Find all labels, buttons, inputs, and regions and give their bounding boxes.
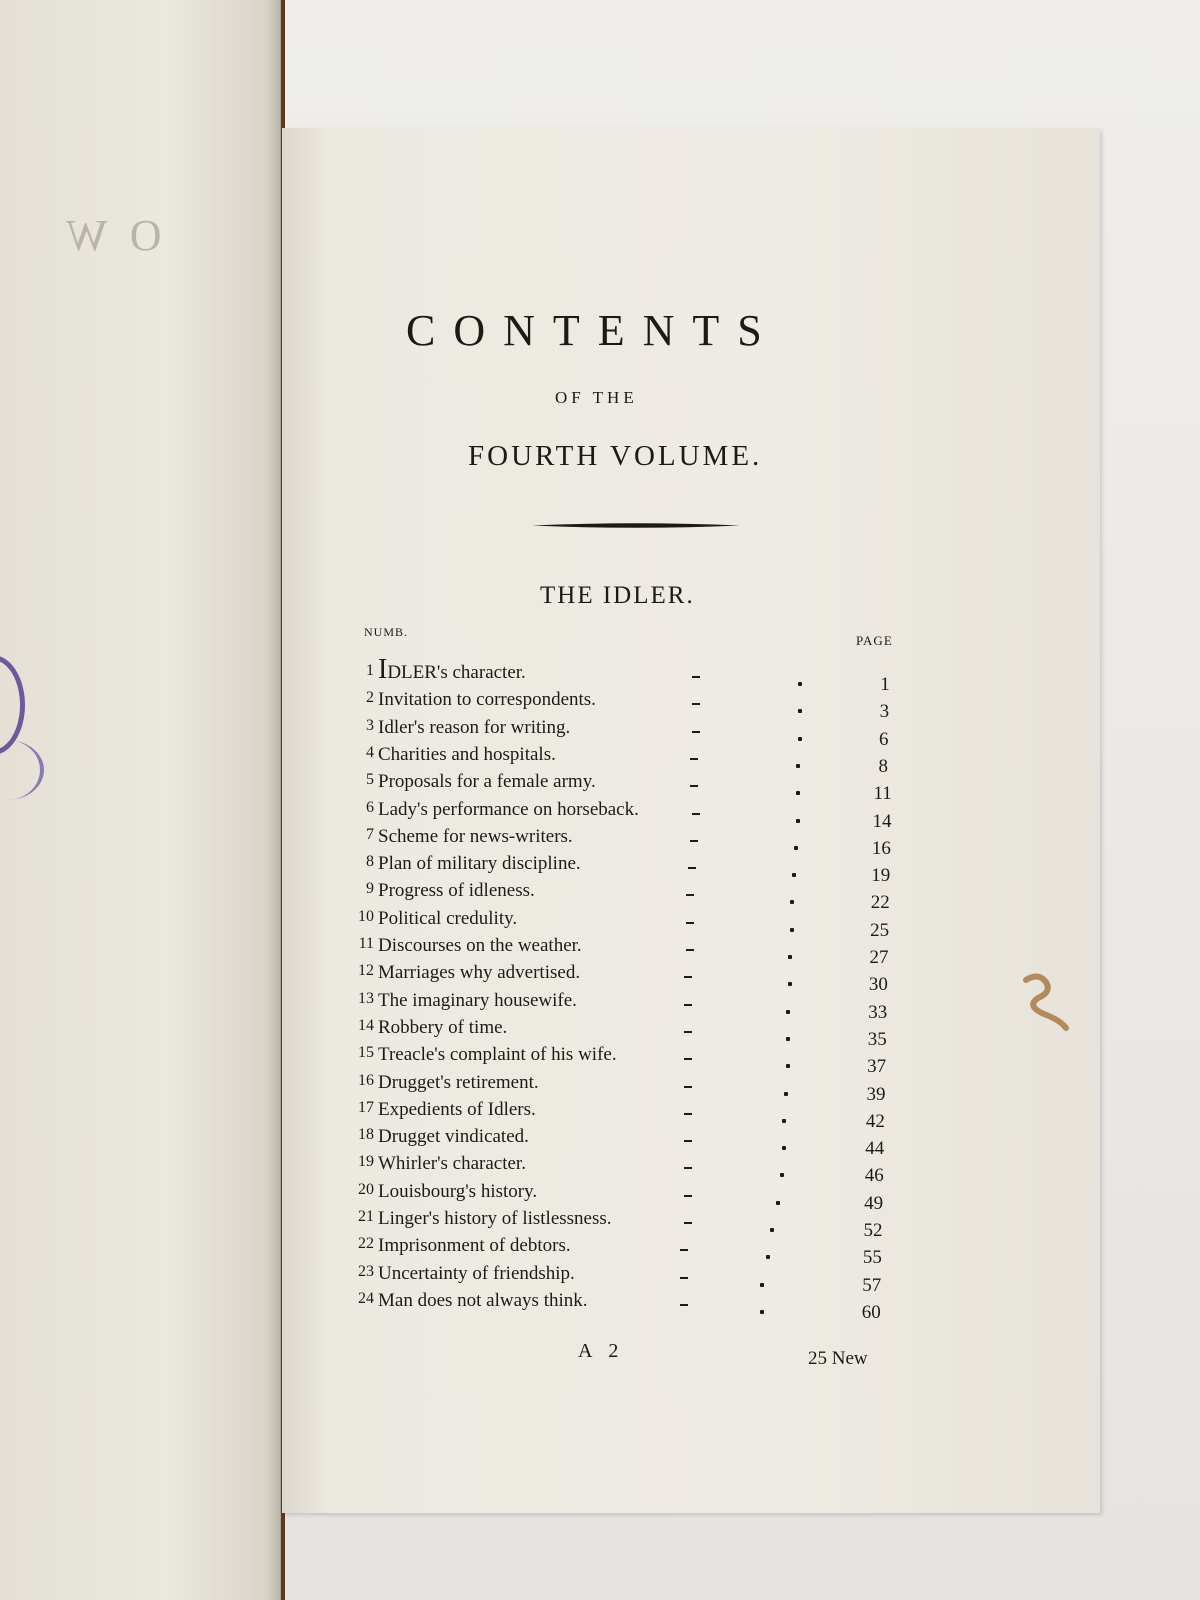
entry-title: Linger's history of listlessness. [378,1208,612,1229]
entry-page-number: 25 [870,919,890,941]
leader-mark [684,1113,692,1115]
signature-mark: A 2 [578,1340,625,1362]
leader-dot [790,900,794,904]
entry-page-number: 1 [880,674,890,695]
entry-number: 21 [358,1208,374,1225]
leader-dot [780,1173,784,1177]
contents-entry [340,962,900,988]
entry-number: 13 [358,989,374,1007]
leader-mark [684,1031,692,1033]
entry-number: 23 [358,1262,374,1280]
entry-number: 16 [358,1071,374,1089]
entry-page-number: 52 [863,1220,883,1241]
entry-number: 1 [366,662,374,679]
leader-mark [686,949,694,951]
entry-number: 5 [366,771,374,789]
entry-title: Treacle's complaint of his wife. [378,1044,617,1066]
leader-dot [792,873,796,877]
leader-mark [686,922,694,924]
entry-title: Progress of idleness. [378,880,535,902]
leader-mark [684,976,692,978]
entry-title: Drugget vindicated. [378,1126,529,1148]
leader-mark [688,867,696,869]
entry-page-number: 39 [866,1083,886,1105]
ornamental-rule [532,522,740,529]
entry-title: The imaginary housewife. [378,989,577,1011]
entry-page-number: 30 [868,974,888,996]
entry-page-number: 16 [871,837,891,859]
leader-dot [788,955,792,959]
entry-number: 6 [366,798,374,816]
entry-title: Political credulity. [378,907,518,929]
entry-page-number: 49 [864,1192,884,1214]
contents-entry [340,1235,900,1261]
entry-title: Discourses on the weather. [378,935,582,956]
leader-mark [692,731,700,733]
entry-number: 14 [358,1016,374,1034]
entry-title: Whirler's character. [378,1153,526,1175]
leader-dot [796,764,800,768]
entry-page-number: 6 [879,728,889,750]
contents-entry [340,799,900,825]
entry-page-number: 27 [869,947,889,968]
entry-title: Robbery of time. [378,1016,508,1038]
entry-title: Louisbourg's history. [378,1180,538,1202]
contents-entry [340,1153,900,1179]
page-title: CONTENTS [406,306,780,355]
entry-page-number: 60 [861,1301,881,1323]
leader-dot [786,1064,790,1068]
leader-dot [796,819,800,823]
contents-entry [340,1099,900,1125]
contents-entry [340,1263,900,1289]
leader-dot [784,1092,788,1096]
entry-title: Idler's reason for writing. [378,716,571,738]
entry-title: Uncertainty of friendship. [378,1262,575,1284]
leader-mark [686,894,694,896]
entry-page-number: 33 [868,1001,888,1023]
contents-entry [340,689,900,715]
leader-dot [790,928,794,932]
entry-number: 17 [358,1098,374,1116]
contents-entry [340,1181,900,1207]
leader-mark [690,785,698,787]
leader-dot [786,1010,790,1014]
leader-dot [770,1228,774,1232]
entry-page-number: 19 [871,865,891,887]
leader-mark [684,1167,692,1169]
entry-page-number: 8 [878,755,888,777]
subtitle-of-the: OF THE [555,388,638,407]
contents-entry [340,853,900,879]
catchword: 25 New [808,1348,868,1369]
contents-entry [340,1017,900,1043]
leader-dot [766,1255,770,1259]
column-header-page: PAGE [856,633,893,648]
entry-title: Drugget's retirement. [378,1071,539,1093]
entry-number: 3 [366,716,374,734]
entry-page-number: 57 [862,1274,882,1296]
volume-title: FOURTH VOLUME. [468,440,763,472]
entry-number: 19 [358,1153,374,1171]
entry-page-number: 55 [862,1247,882,1269]
entry-page-number: 22 [870,892,890,914]
entry-page-number: 44 [865,1138,885,1160]
entry-page-number: 11 [873,783,892,805]
entry-page-number: 35 [867,1028,887,1050]
entry-number: 15 [358,1044,374,1062]
leader-dot [786,1037,790,1041]
contents-entry [340,1044,900,1070]
leader-mark [690,758,698,760]
leader-mark [684,1195,692,1197]
left-page [0,0,281,1600]
entry-number: 2 [366,689,374,707]
contents-entry [340,1208,900,1234]
contents-entry [340,826,900,852]
entry-page-number: 37 [867,1056,887,1078]
leader-mark [684,1222,692,1224]
contents-entry [340,744,900,770]
leader-mark [680,1304,688,1306]
entry-number: 7 [366,825,374,843]
entry-title: IDLER's character. [378,654,526,685]
contents-entry [340,908,900,934]
leader-dot [788,982,792,986]
contents-entry [340,880,900,906]
entry-number: 18 [358,1126,374,1144]
entry-number: 9 [366,880,374,898]
leader-dot [794,846,798,850]
entry-title: Man does not always think. [378,1289,588,1311]
entry-number: 4 [366,743,374,761]
leader-mark [680,1249,688,1251]
leader-dot [760,1283,764,1287]
leader-mark [692,676,700,678]
entry-title: Charities and hospitals. [378,743,556,765]
contents-entry [340,654,900,685]
leader-mark [684,1058,692,1060]
contents-entry [340,1072,900,1098]
entry-page-number: 46 [864,1165,884,1187]
entry-title: Scheme for news-writers. [378,825,573,847]
contents-entry [340,1290,900,1316]
contents-entry [340,717,900,743]
entry-number: 11 [358,935,374,952]
library-stamp-arc [0,740,44,800]
entry-number: 20 [358,1180,374,1198]
entry-number: 10 [358,907,374,925]
contents-entry [340,990,900,1016]
entry-title: Expedients of Idlers. [378,1098,536,1120]
leader-mark [684,1140,692,1142]
leader-dot [782,1146,786,1150]
entry-page-number: 3 [879,701,890,723]
leader-dot [798,682,802,686]
contents-entry [340,771,900,797]
leader-dot [782,1119,786,1123]
leader-mark [692,703,700,705]
entry-title: Imprisonment of debtors. [378,1235,571,1257]
entry-title: Invitation to correspondents. [378,689,596,711]
contents-entry [340,935,900,961]
leader-dot [798,737,802,741]
entry-title: Plan of military discipline. [378,853,581,875]
section-title: THE IDLER. [540,582,695,609]
entry-title: Lady's performance on horseback. [378,798,639,820]
entry-title: Proposals for a female army. [378,771,596,793]
entry-title: Marriages why advertised. [378,962,581,984]
entry-page-number: 42 [865,1110,885,1132]
leader-dot [798,709,802,713]
entry-number: 8 [366,853,374,871]
contents-entry [340,1126,900,1152]
bleed-through-text: O W [60,211,162,260]
leader-mark [692,813,700,815]
leader-mark [684,1004,692,1006]
entry-page-number: 14 [872,810,892,832]
leader-dot [796,791,800,795]
bookworm-stain [1016,968,1074,1038]
leader-dot [760,1310,764,1314]
leader-mark [684,1086,692,1088]
entry-number: 22 [358,1235,374,1253]
entry-number: 24 [358,1289,374,1307]
leader-dot [776,1201,780,1205]
leader-mark [680,1277,688,1279]
column-header-numb: NUMB. [364,625,409,639]
leader-mark [690,840,698,842]
entry-number: 12 [358,962,374,980]
